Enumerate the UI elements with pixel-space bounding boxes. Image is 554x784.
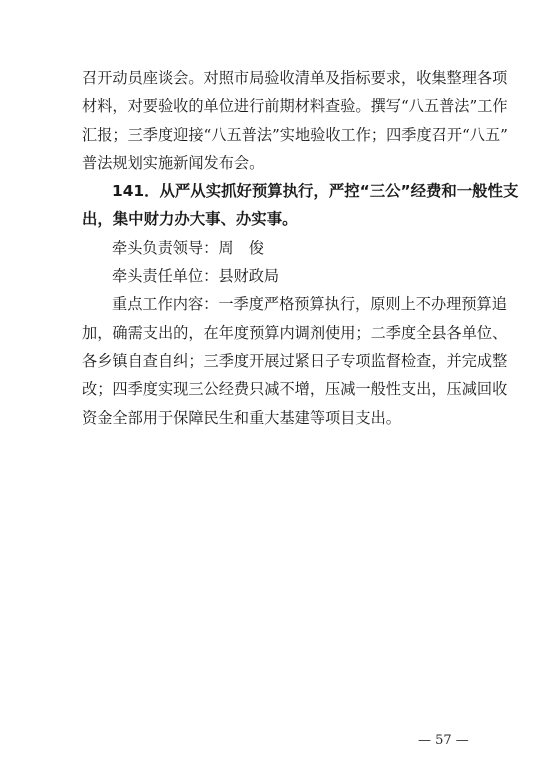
continuation-line-2: 材料，对要验收的单位进行前期材料查验。撰写“八五普法”工作 bbox=[82, 97, 508, 116]
key-work-line-4: 改；四季度实现三公经费只减不增，压减一般性支出，压减回收 bbox=[82, 380, 508, 399]
key-work-line-5: 资金全部用于保障民生和重大基建等项目支出。 bbox=[82, 408, 401, 427]
page-number: — 57 — bbox=[418, 733, 469, 748]
continuation-line-1: 召开动员座谈会。对照市局验收清单及指标要求，收集整理各项 bbox=[82, 69, 508, 87]
key-work-line-2: 加，确需支出的，在年度预算内调剂使用；二季度全县各单位、 bbox=[82, 323, 508, 342]
key-work-line-3: 各乡镇自查自纠；三季度开展过紧日子专项监督检查，并完成整 bbox=[82, 351, 508, 370]
body-text bbox=[82, 64, 519, 432]
continuation-line-4: 普法规划实施新闻发布会。 bbox=[82, 153, 265, 172]
key-work-line-1: 重点工作内容：一季度严格预算执行，原则上不办理预算追 bbox=[112, 295, 507, 314]
lead-unit: 牵头责任单位：县财政局 bbox=[112, 267, 280, 286]
continuation-line-3: 汇报；三季度迎接“八五普法”实地验收工作；四季度召开“八五” bbox=[82, 125, 508, 144]
item-title-line-1: 141．从严从实抓好预算执行，严控“三公”经费和一般性支 bbox=[112, 182, 519, 201]
lead-leader: 牵头负责领导：周 俊 bbox=[112, 238, 264, 257]
item-title-line-2: 出，集中财力办大事、办实事。 bbox=[82, 210, 298, 229]
